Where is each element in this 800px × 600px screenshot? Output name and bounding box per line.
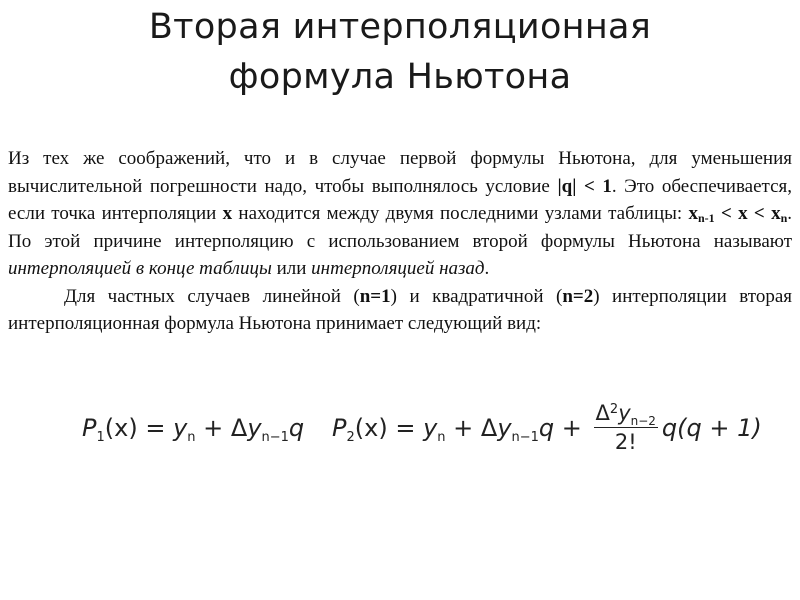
p1-text-6: .	[484, 258, 490, 279]
p1-text-2: . Это обеспечивается, если точка интерполяции	[8, 175, 793, 224]
p1-x2: x	[738, 203, 748, 224]
p1-text-5: или	[271, 258, 312, 279]
slide-title	[0, 2, 800, 102]
f2-fraction-denominator: 2!	[614, 430, 637, 454]
f1-arg: (x) =	[104, 413, 174, 442]
p2-text-3: ) интерполяции вторая интерполяционная формула Ньютона принимает следующий вид:	[8, 285, 792, 334]
p1-xn1-sub: n-1	[697, 211, 715, 225]
f2-y	[423, 413, 446, 445]
f1-p-sub: 1	[96, 429, 105, 445]
p1-x: x	[222, 203, 233, 224]
p1-xn1-base: x	[688, 203, 698, 224]
f2-fraction	[594, 401, 658, 454]
f2-fraction-numerator	[594, 401, 658, 428]
f2-num-sup: 2	[609, 402, 619, 417]
f1-y-base: y	[173, 413, 188, 442]
p1-lt-2: <	[747, 203, 772, 224]
p2-text-2: ) и квадратичной (	[390, 285, 563, 307]
f1-lhs	[82, 413, 105, 445]
p1-italic-2: интерполяцией назад	[311, 258, 485, 279]
p2-n2: n=2	[562, 285, 594, 307]
f2-num-delta: Δ	[595, 401, 610, 425]
f1-dy	[247, 413, 289, 445]
f2-q: q +	[538, 413, 590, 442]
paragraph-2	[8, 283, 792, 338]
body-text	[8, 145, 792, 338]
p2-n1: n=1	[359, 285, 391, 307]
f2-dy-base: y	[497, 413, 512, 442]
p1-text-3: находится между двумя последними узлами таблицы:	[232, 203, 689, 224]
f1-y	[173, 413, 196, 445]
formula-quadratic	[332, 390, 762, 465]
f2-dy	[497, 413, 539, 445]
f1-q: q	[288, 413, 305, 442]
p1-italic-1: интерполяцией в конце таблицы	[8, 258, 272, 279]
formula-linear	[82, 390, 304, 465]
p1-text-4: . По этой причине интерполяцию с использованием второй формулы Ньютона называют	[8, 203, 792, 252]
f1-plus: + Δ	[195, 413, 248, 442]
paragraph-1	[8, 145, 792, 283]
f2-plus: + Δ	[445, 413, 498, 442]
p2-text-1: Для частных случаев линейной (	[64, 285, 360, 307]
f2-num-sub: n−2	[630, 414, 656, 428]
p1-xn-sub: n	[780, 211, 788, 225]
f1-dy-base: y	[247, 413, 262, 442]
p1-condition: |q| < 1	[557, 175, 612, 197]
f1-dy-sub: n−1	[261, 429, 289, 445]
f2-lhs	[332, 413, 355, 445]
f2-dy-sub: n−1	[511, 429, 539, 445]
slide-title-line-2: формула Ньютона	[228, 57, 572, 97]
f2-tail: q(q + 1)	[661, 413, 762, 442]
p1-xn1	[688, 203, 714, 224]
p1-xn-base: x	[771, 203, 781, 224]
f2-y-base: y	[423, 413, 438, 442]
p1-text-1: Из тех же соображений, что и в случае первой формулы Ньютона, для уменьшения вычислительной погрешности надо, чтобы выполнялось условие	[8, 148, 792, 197]
slide-title-line-1: Вторая интерполяционная	[148, 7, 652, 47]
f2-arg: (x) =	[354, 413, 424, 442]
f1-p: P	[82, 413, 97, 442]
f2-num-y: y	[618, 401, 631, 425]
p1-xn	[771, 203, 787, 224]
f1-y-sub: n	[187, 429, 196, 445]
p1-lt-1: <	[714, 203, 739, 224]
f2-p: P	[332, 413, 347, 442]
f2-y-sub: n	[437, 429, 446, 445]
f2-p-sub: 2	[346, 429, 355, 445]
